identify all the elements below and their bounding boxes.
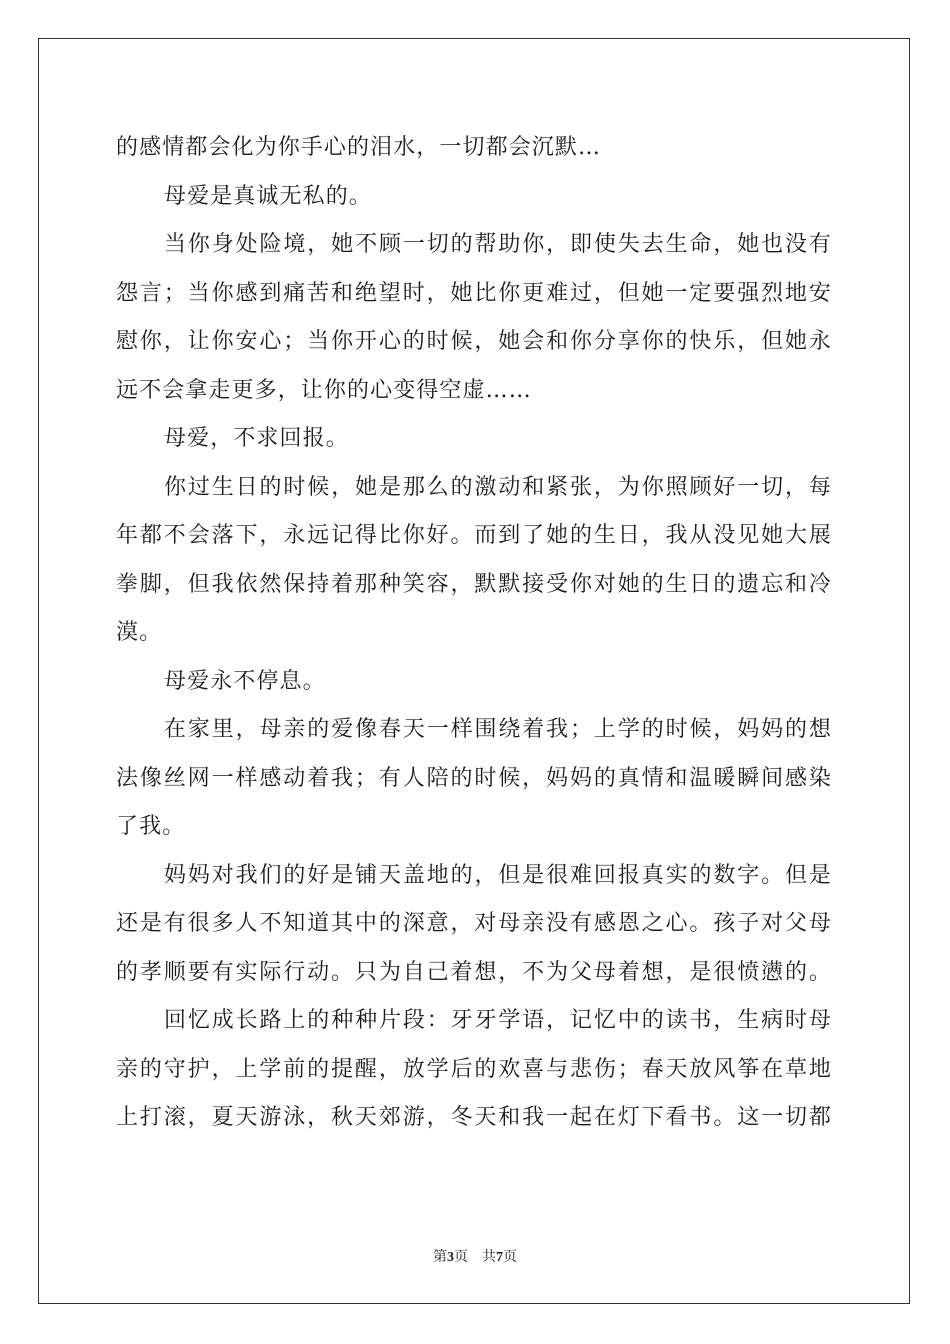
text-line: 的感情都会化为你手心的泪水，一切都会沉默… [116,135,602,160]
total-page-count: 7 [496,1250,503,1265]
text-line: 法像丝网一样感动着我；有人陪的时候，妈妈的真情和温暖瞬间感染 [116,765,832,791]
document-body [116,124,832,1143]
paragraph-heading: 母爱永不停息。 [164,668,326,694]
text-line: 回忆成长路上的种种片段：牙牙学语，记忆中的读书，生病时母 [164,1008,832,1033]
text-line: 的孝顺要有实际行动。只为自己着想，不为父母着想，是很愤懑的。 [116,959,832,985]
text-line: 当你身处险境，她不顾一切的帮助你，即使失去生命，她也没有 [164,232,832,257]
paragraph-heading: 母爱，不求回报。 [164,426,349,451]
text-line: 远不会拿走更多，让你的心变得空虚…… [116,377,532,403]
text-line: 还是有很多人不知道其中的深意，对母亲没有感恩之心。孩子对父母 [116,911,832,936]
page-footer [0,1246,950,1266]
page-suffix: 页 [454,1250,468,1265]
text-line: 慰你，让你安心；当你开心的时候，她会和你分享你的快乐，但她永 [116,329,832,354]
page-prefix: 第 [433,1250,447,1265]
paragraph-heading: 母爱是真诚无私的。 [164,183,372,209]
total-suffix: 页 [503,1250,517,1265]
total-prefix: 共 [482,1250,496,1265]
current-page-number: 3 [447,1250,454,1265]
text-line: 亲的守护，上学前的提醒，放学后的欢喜与悲伤；春天放风筝在草地 [116,1056,832,1082]
text-line: 上打滚，夏天游泳，秋天郊游，冬天和我一起在灯下看书。这一切都 [116,1105,832,1130]
text-line: 在家里，母亲的爱像春天一样围绕着我；上学的时候，妈妈的想 [164,717,832,742]
text-line: 妈妈对我们的好是铺天盖地的，但是很难回报真实的数字。但是 [164,862,832,888]
text-line: 你过生日的时候，她是那么的激动和紧张，为你照顾好一切，每 [164,474,832,500]
text-line: 怨言；当你感到痛苦和绝望时，她比你更难过，但她一定要强烈地安 [116,280,832,306]
text-line: 拳脚，但我依然保持着那种笑容，默默接受你对她的生日的遗忘和冷 [116,571,832,597]
text-line: 年都不会落下，永远记得比你好。而到了她的生日，我从没见她大展 [116,523,832,548]
text-line: 了我。 [116,814,186,839]
text-line: 漠。 [116,620,163,645]
